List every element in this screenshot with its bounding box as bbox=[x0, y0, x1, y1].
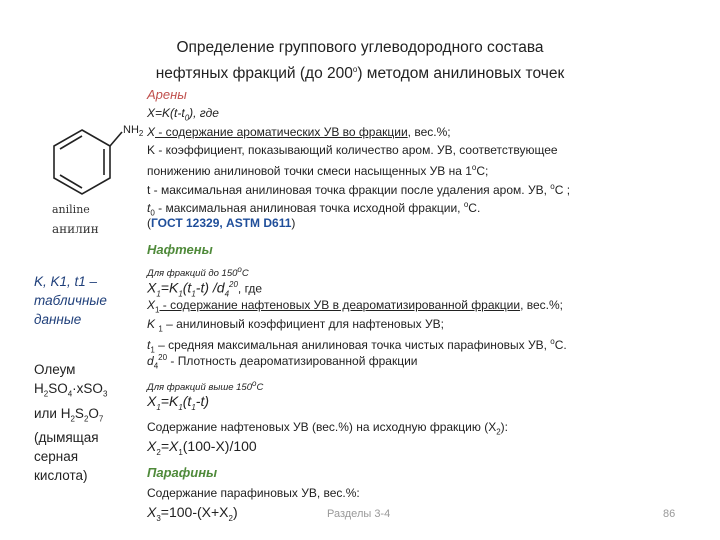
slide-title-line2: нефтяных фракций (до $200^о$) методом анилиновых точек bbox=[155, 65, 565, 83]
footer-section: Разделы 3-4 bbox=[327, 508, 391, 520]
arenes-heading: Арены bbox=[147, 87, 187, 102]
aniline-label-ru: анилин bbox=[52, 222, 99, 236]
slide-title-line1: Определение группового углеводородного состава bbox=[176, 39, 544, 56]
page-number: 86 bbox=[663, 508, 676, 520]
paraffins-formula: $X_3=100-(X+X_2)$ bbox=[147, 504, 238, 523]
amino-group-label: $NH_2$ bbox=[123, 124, 144, 139]
gost-reference: (ГОСТ 12329, ASTM D611) bbox=[147, 216, 296, 230]
paraffins-content: Содержание парафиновых УВ, вес.%: bbox=[147, 486, 360, 500]
arenes-k-definition-1: K - коэффициент, показывающий количество аром. УВ, соответствующее bbox=[147, 143, 558, 157]
table-data-note: K, K1, t1 – табличные данные bbox=[34, 274, 107, 327]
arenes-k-definition-2: понижению анилиновой точки смеси насыщенных УВ на $1^оС$; bbox=[147, 163, 489, 178]
naphthenes-density-definition: $d_4^{20}$ - Плотность деароматизированной фракции bbox=[147, 353, 418, 371]
arenes-t0-definition: $t_0$ - максимальная анилиновая точка исходной фракции, $^о$С. bbox=[147, 200, 481, 218]
naphthenes-subheading-2: Для фракций выше $150^оС$ bbox=[147, 379, 264, 394]
naphthenes-x1-definition: $X_1$ - содержание нафтеновых УВ в деароматизированной фракции, вес.%; bbox=[147, 298, 563, 315]
naphthenes-formula-2: $X_1=K_1(t_1-t)$ bbox=[147, 393, 209, 412]
oleum-note: Олеум $H_2SO_4\cdot xSO_3$ или $H_2S_2O_7$ (дымящая серная кислота) bbox=[34, 362, 108, 484]
naphthenes-subheading-1: Для фракций до $150^оС$ bbox=[147, 265, 249, 280]
arenes-x-definition: X - содержание ароматических УВ во фракции, вес.%; bbox=[147, 125, 451, 139]
arenes-formula: $X=K(t-t_0)$, где bbox=[147, 106, 219, 123]
naphthenes-formula-1: $X_1=K_1(t_1-t)$ $/d_4^{20}$, где bbox=[147, 279, 263, 299]
naphthenes-k1-definition: K $_1$ – анилиновый коэффициент для нафтеновых УВ; bbox=[147, 317, 444, 334]
arenes-t-definition: t - максимальная анилиновая точка фракции после удаления аром. УВ, $^о$С ; bbox=[147, 182, 571, 197]
aniline-label-en: aniline bbox=[52, 203, 90, 216]
naphthenes-formula-3: $X_2=X_1(100-X)/100$ bbox=[147, 438, 257, 457]
naphthenes-heading: Нафтены bbox=[147, 242, 213, 257]
naphthenes-t1-definition: $t_1$ – средняя максимальная анилиновая точка чистых парафиновых УВ, $^о$С. bbox=[147, 337, 567, 355]
paraffins-heading: Парафины bbox=[147, 465, 218, 480]
naphthenes-total-content: Содержание нафтеновых УВ (вес.%) на исходную фракцию $(X_2)$: bbox=[147, 420, 509, 437]
